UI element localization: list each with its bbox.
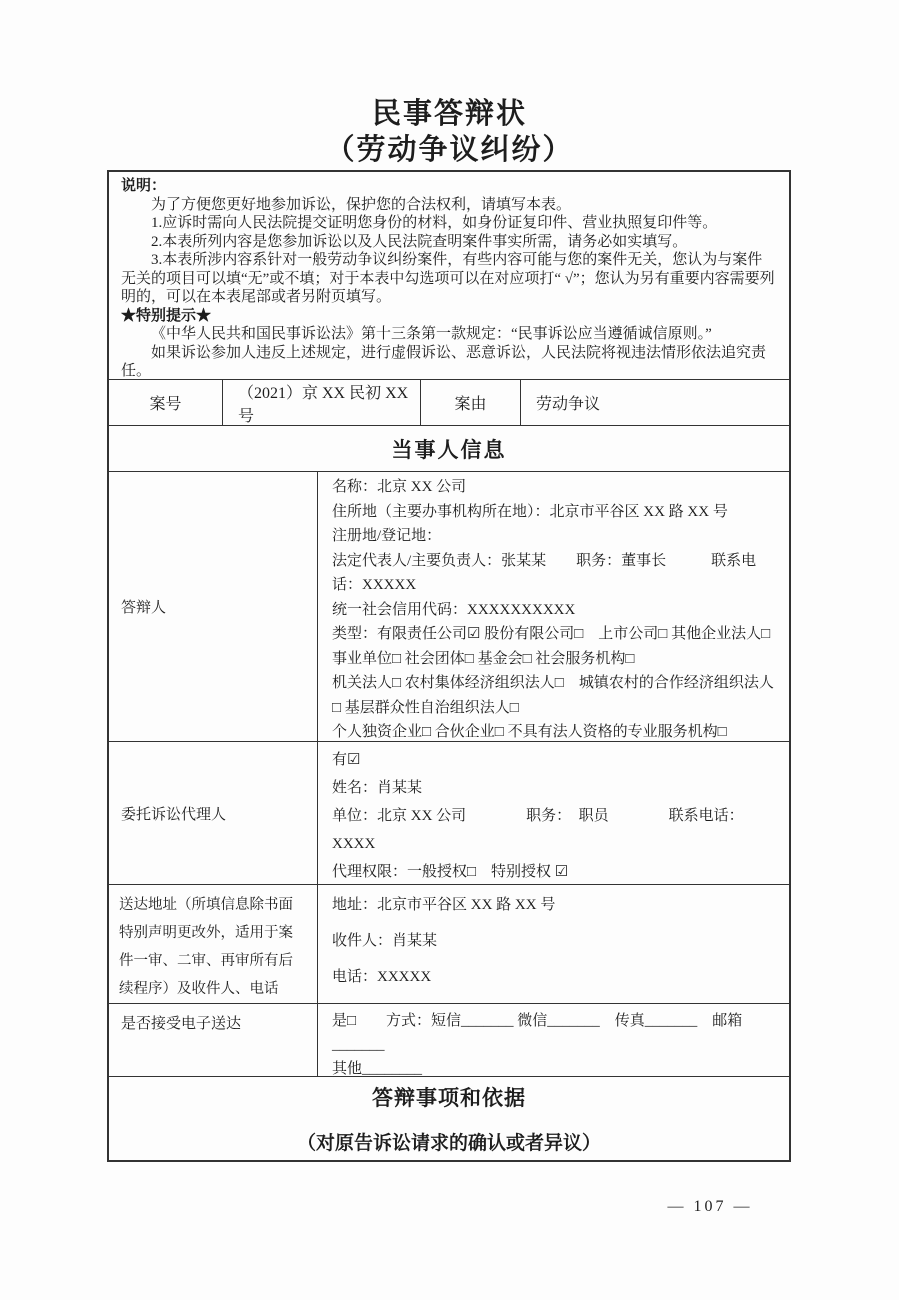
service-address-label: 送达地址（所填信息除书面特别声明更改外，适用于案件一审、二审、再审所有后续程序）及收件人、电话 — [119, 897, 293, 997]
instruction-paragraph-4: 3.本表所涉内容系针对一般劳动争议纠纷案件，有些内容可能与您的案件无关，您认为与案件无关的项目可以填“无”或不填；对于本表中勾选项可以在对应项打“ √”；您认为另有重要内容需要列明的，可以在本表尾部或者另附页填写。 — [121, 252, 775, 305]
respondent-details — [317, 472, 789, 741]
respondent-row — [109, 472, 789, 742]
instruction-paragraph-1: 为了方便您更好地参加诉讼，保护您的合法权利，请填写本表。 — [151, 196, 572, 213]
agent-details — [317, 742, 789, 884]
special-note-paragraph-1: 《中华人民共和国民事诉讼法》第十三条第一款规定：“民事诉讼应当遵循诚信原则。” — [151, 326, 712, 342]
instructions-heading: 说明： — [121, 178, 167, 194]
agent-has-line: 有☑ — [332, 752, 361, 768]
case-number-label: 案号 — [149, 396, 182, 413]
respondent-registration-line: 注册地/登记地： — [332, 528, 442, 544]
electronic-service-details — [317, 1004, 789, 1076]
instructions-cell — [109, 172, 789, 379]
respondent-domicile-line: 住所地（主要办事机构所在地）：北京市平谷区 XX 路 XX 号 — [332, 503, 728, 520]
party-info-header-row — [109, 426, 789, 472]
document-subtitle: （劳动争议纠纷） — [325, 134, 574, 166]
respondent-type-line-3: 机关法人□ 农村集体经济组织法人□ 城镇农村的合作经济组织法人□ 基层群众性自治组织法人□ — [332, 675, 774, 716]
document-title-block — [0, 96, 899, 168]
electronic-service-yes-line: 是□ 方式：短信_______ 微信_______ 传真_______ 邮箱_______ — [332, 1013, 743, 1053]
defense-section-cell — [109, 1077, 789, 1160]
instruction-paragraph-3: 2.本表所列内容是您参加诉讼以及人民法院查明案件事实所需，请务必如实填写。 — [151, 233, 688, 250]
defense-section-title: 答辩事项和依据 — [372, 1086, 526, 1110]
respondent-type-line-4: 个人独资企业□ 合伙企业□ 不具有法人资格的专业服务机构□ — [332, 724, 727, 740]
electronic-service-label: 是否接受电子送达 — [121, 1016, 242, 1032]
service-address-line: 地址：北京市平谷区 XX 路 XX 号 — [332, 897, 556, 913]
defense-section-row — [109, 1077, 789, 1160]
special-note-heading: ★特别提示★ — [121, 307, 212, 324]
agent-label: 委托诉讼代理人 — [121, 806, 227, 823]
agent-row — [109, 742, 789, 885]
special-note-paragraph-2: 如果诉讼参加人违反上述规定，进行虚假诉讼、恶意诉讼，人民法院将视违法情形依法追究责任。 — [121, 344, 767, 379]
service-recipient-line: 收件人：肖某某 — [332, 933, 438, 949]
respondent-label: 答辩人 — [121, 600, 167, 616]
service-address-details — [317, 885, 789, 1003]
electronic-service-other-line: 其他________ — [332, 1061, 423, 1076]
agent-authority-line: 代理权限：一般授权□ 特别授权 ☑ — [332, 864, 569, 880]
form-table — [107, 170, 791, 1162]
party-info-header: 当事人信息 — [391, 437, 507, 462]
instruction-paragraph-2: 1.应诉时需向人民法院提交证明您身份的材料，如身份证复印件、营业执照复印件等。 — [151, 215, 718, 231]
service-phone-line: 电话：XXXXX — [332, 969, 432, 985]
respondent-credit-code-line: 统一社会信用代码：XXXXXXXXXX — [332, 601, 576, 618]
agent-employer-line: 单位：北京 XX 公司 职务： 职员 联系电话：XXXX — [332, 808, 744, 852]
cause-label: 案由 — [420, 380, 520, 425]
page-number: — 107 — — [667, 1198, 753, 1215]
service-address-row — [109, 885, 789, 1004]
document-title: 民事答辩状 — [371, 98, 527, 130]
respondent-legal-rep-line: 法定代表人/主要负责人：张某某 职务：董事长 联系电话：XXXXX — [332, 552, 757, 593]
defense-section-subtitle: （对原告诉讼请求的确认或者异议） — [296, 1133, 601, 1154]
respondent-name-line: 名称：北京 XX 公司 — [332, 479, 467, 495]
agent-name-line: 姓名：肖某某 — [332, 780, 423, 796]
respondent-type-line-2: 事业单位□ 社会团体□ 基金会□ 社会服务机构□ — [332, 650, 635, 667]
cause-value: 劳动争议 — [520, 380, 789, 425]
case-info-row — [109, 380, 789, 426]
case-number-value: （2021）京 XX 民初 XX 号 — [222, 380, 420, 425]
respondent-type-line-1: 类型：有限责任公司☑ 股份有限公司□ 上市公司□ 其他企业法人□ — [332, 626, 771, 642]
electronic-service-row — [109, 1004, 789, 1077]
instructions-row — [109, 172, 789, 380]
